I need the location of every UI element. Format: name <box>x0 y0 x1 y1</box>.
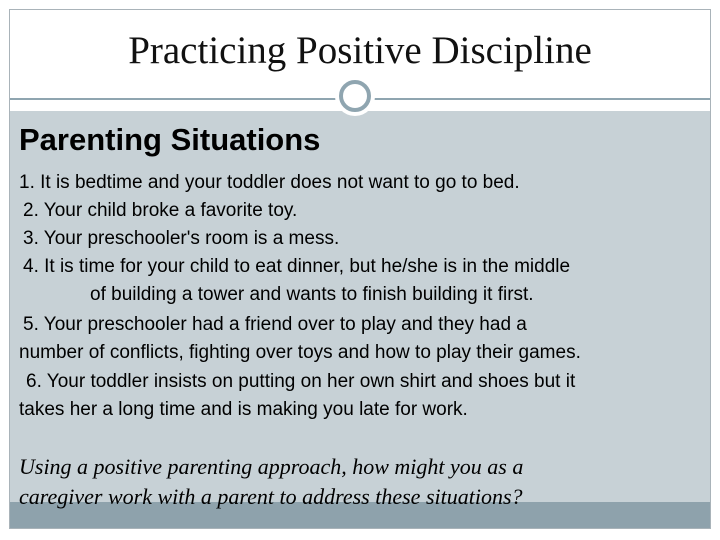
slide-title: Practicing Positive Discipline <box>128 29 592 72</box>
situation-3-line-1: 3. Your preschooler's room is a mess. <box>23 228 340 249</box>
situation-5-line-1: 5. Your preschooler had a friend over to play and they had a <box>23 314 527 335</box>
question-line-2: caregiver work with a parent to address these situations? <box>19 484 523 509</box>
situation-2-line-1: 2. Your child broke a favorite toy. <box>23 200 298 221</box>
situation-6-line-2: takes her a long time and is making you late for work. <box>19 399 468 420</box>
question-line-1: Using a positive parenting approach, how might you as a <box>19 454 524 479</box>
situation-4-line-1: 4. It is time for your child to eat dinner, but he/she is in the middle <box>23 256 571 277</box>
situation-5-line-2: number of conflicts, fighting over toys and how to play their games. <box>19 342 581 363</box>
situation-1-line-1: 1. It is bedtime and your toddler does not want to go to bed. <box>19 172 520 193</box>
section-heading: Parenting Situations <box>19 122 321 157</box>
situation-4-line-2: of building a tower and wants to finish building it first. <box>90 284 534 305</box>
situation-6-line-1: 6. Your toddler insists on putting on her own shirt and shoes but it <box>26 371 576 392</box>
